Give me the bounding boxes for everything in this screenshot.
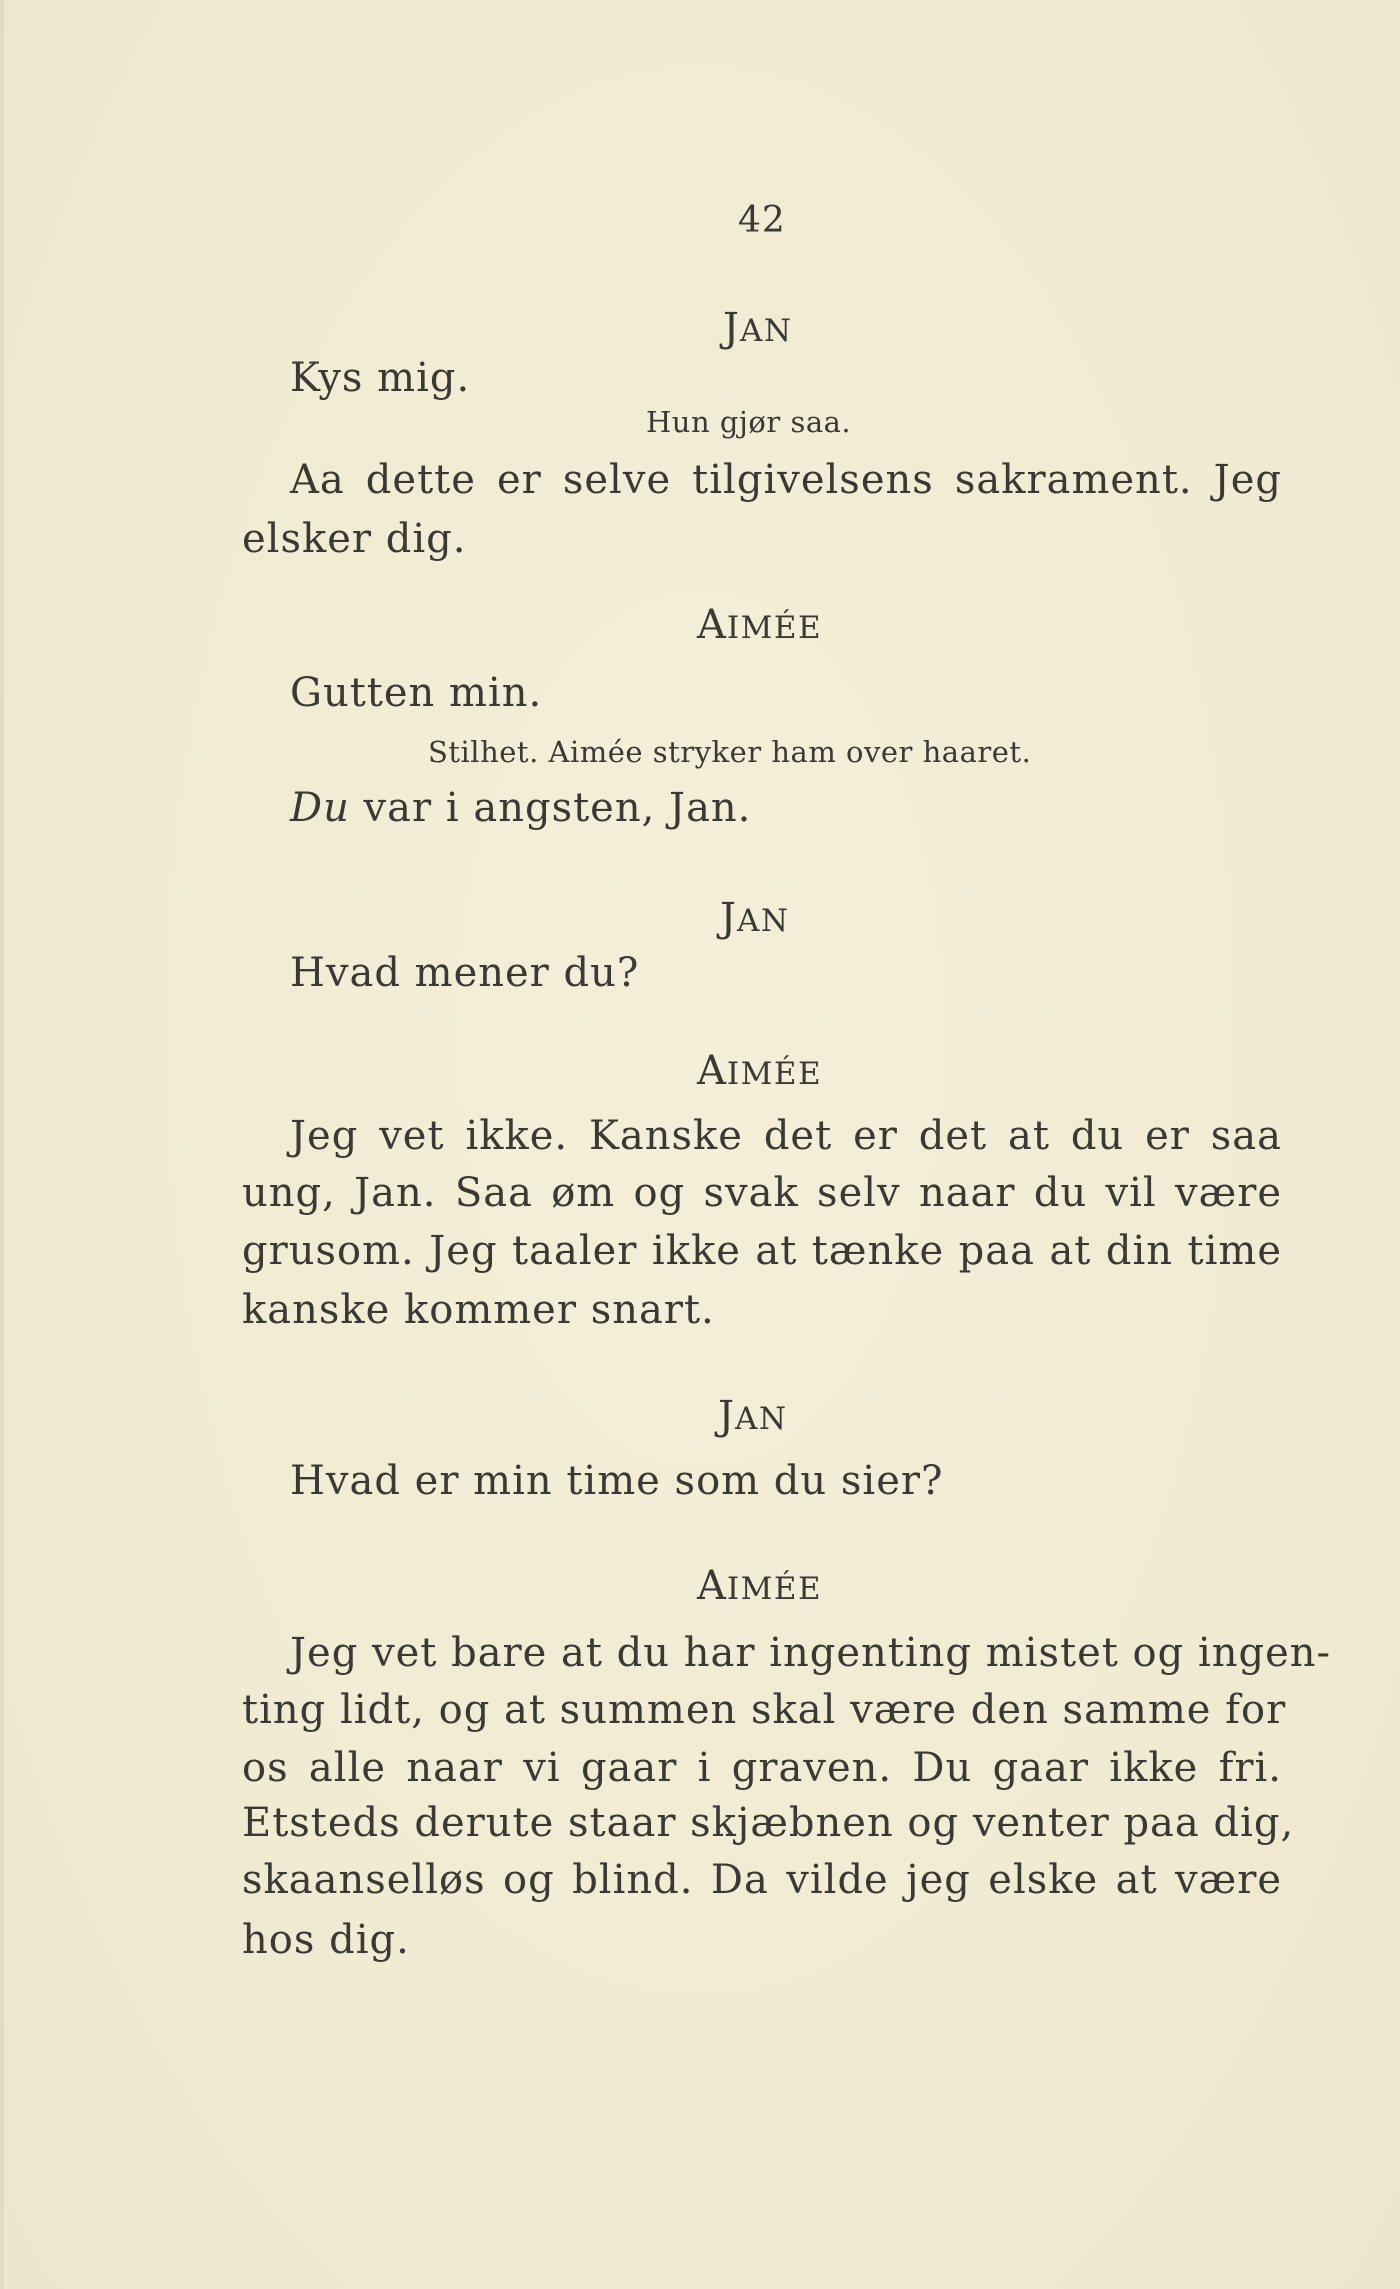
speaker-rest: AN	[740, 313, 793, 349]
speaker-jan	[723, 305, 793, 351]
dialogue-line	[290, 785, 751, 831]
speaker-initial: A	[697, 602, 727, 648]
speaker-rest: IMÉE	[726, 1056, 823, 1092]
speaker-rest: IMÉE	[726, 610, 823, 646]
dialogue-line: Gutten min.	[290, 670, 543, 716]
speaker-initial: J	[718, 1393, 736, 1439]
dialogue-line: grusom. Jeg taaler ikke at tænke paa at din time	[242, 1228, 1282, 1274]
page-number: 42	[738, 200, 786, 241]
speaker-initial: J	[723, 305, 741, 351]
speaker-jan	[718, 1393, 788, 1439]
speaker-rest: AN	[737, 903, 790, 939]
dialogue-text: var i angsten, Jan.	[349, 785, 752, 831]
dialogue-line: ting lidt, og at summen skal være den samme for	[242, 1687, 1287, 1733]
dialogue-line: Hvad er min time som du sier?	[290, 1458, 944, 1504]
dialogue-line: Jeg vet ikke. Kanske det er det at du er saa	[290, 1113, 1282, 1159]
emphasis: Du	[290, 785, 350, 831]
scan-edge	[0, 0, 4, 2289]
stage-direction: Stilhet. Aimée stryker ham over haaret.	[428, 735, 1032, 769]
speaker-jan	[720, 895, 790, 941]
dialogue-line: Jeg vet bare at du har ingenting mistet og ingen-	[290, 1630, 1332, 1676]
dialogue-line: Kys mig.	[290, 355, 471, 401]
speaker-initial: A	[697, 1563, 727, 1609]
dialogue-line: os alle naar vi gaar i graven. Du gaar ikke fri.	[242, 1745, 1282, 1791]
dialogue-line: hos dig.	[242, 1917, 410, 1963]
dialogue-line: Aa dette er selve tilgivelsens sakrament. Jeg	[290, 457, 1282, 503]
dialogue-line: Hvad mener du?	[290, 950, 640, 996]
speaker-aimee	[697, 602, 822, 648]
dialogue-line: kanske kommer snart.	[242, 1287, 715, 1333]
speaker-initial: J	[720, 895, 738, 941]
speaker-aimee	[697, 1048, 822, 1094]
speaker-initial: A	[697, 1048, 727, 1094]
speaker-aimee	[697, 1563, 822, 1609]
dialogue-line: Etsteds derute staar skjæbnen og venter paa dig,	[242, 1800, 1295, 1846]
dialogue-line: elsker dig.	[242, 516, 467, 562]
dialogue-line: skaanselløs og blind. Da vilde jeg elske at være	[242, 1857, 1282, 1903]
stage-direction: Hun gjør saa.	[646, 405, 852, 439]
speaker-rest: AN	[735, 1401, 788, 1437]
speaker-rest: IMÉE	[726, 1571, 823, 1607]
dialogue-line: ung, Jan. Saa øm og svak selv naar du vil være	[242, 1170, 1282, 1216]
